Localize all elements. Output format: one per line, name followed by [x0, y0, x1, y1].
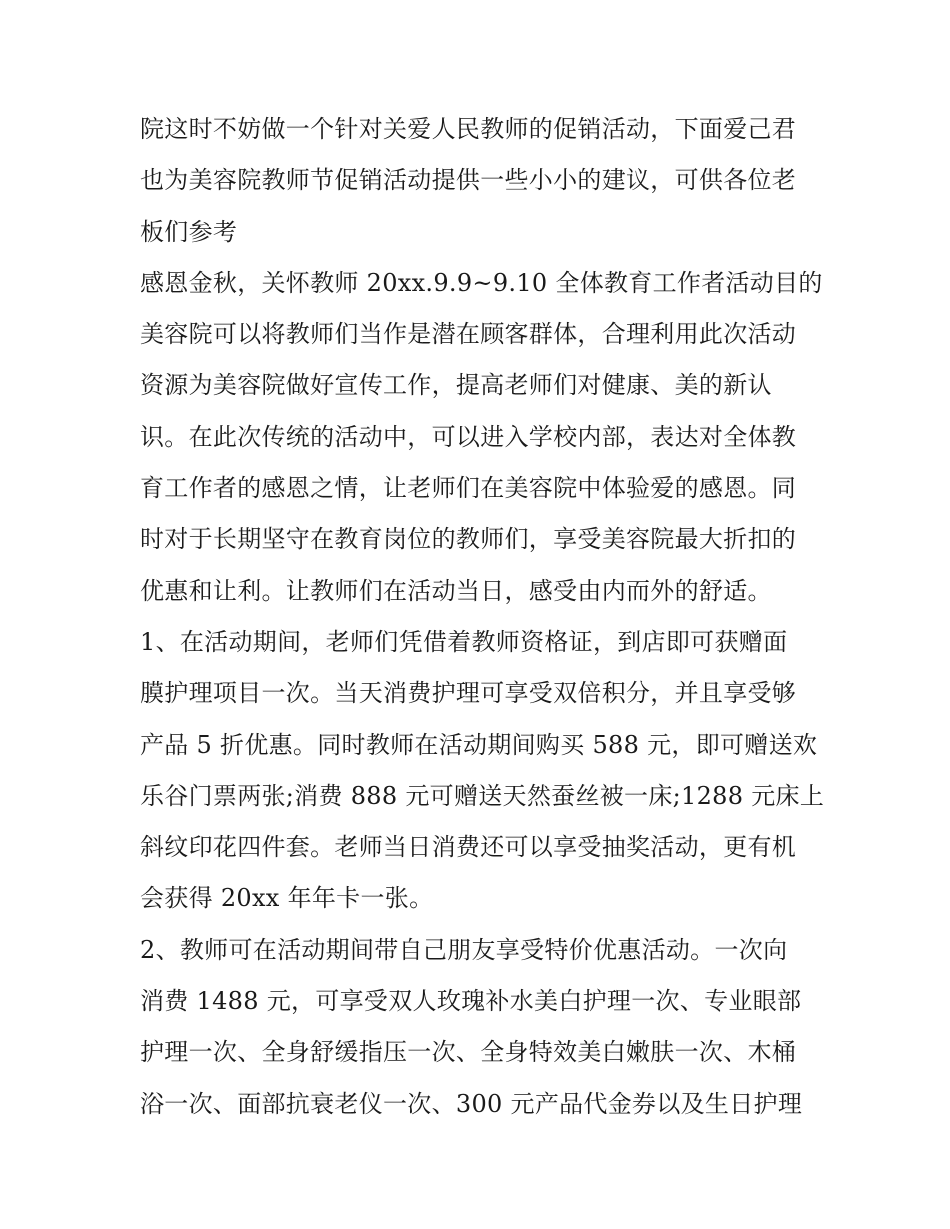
text-line: 1、在活动期间，老师们凭借着教师资格证，到店即可获赠面 — [140, 627, 788, 656]
text-line: 膜护理项目一次。当天消费护理可享受双倍积分，并且享受够 — [140, 679, 797, 708]
text-line: 育工作者的感恩之情，让老师们在美容院中体验爱的感恩。同 — [140, 474, 797, 503]
text-line: 时对于长期坚守在教育岗位的教师们，享受美容院最大折扣的 — [140, 525, 797, 554]
text-line: 资源为美容院做好宣传工作，提高老师们对健康、美的新认 — [140, 371, 772, 400]
text-line: 会获得 20xx 年年卡一张。 — [140, 884, 434, 913]
text-line: 识。在此次传统的活动中，可以进入学校内部，表达对全体教 — [140, 422, 797, 451]
text-line: 消费 1488 元，可享受双人玫瑰补水美白护理一次、专业眼部 — [140, 987, 802, 1016]
body-text — [140, 104, 825, 1130]
text-line: 院这时不妨做一个针对关爱人民教师的促销活动，下面爱己君 — [140, 115, 797, 143]
text-line: 也为美容院教师节促销活动提供一些小小的建议，可供各位老 — [140, 166, 797, 195]
text-line: 斜纹印花四件套。老师当日消费还可以享受抽奖活动，更有机 — [140, 833, 797, 862]
text-line: 感恩金秋，关怀教师 20xx.9.9~9.10 全体教育工作者活动目的 — [140, 268, 823, 297]
text-line: 浴一次、面部抗衰老仪一次、300 元产品代金券以及生日护理 — [140, 1089, 803, 1118]
text-line: 乐谷门票两张;消费 888 元可赠送天然蚕丝被一床;1288 元床上 — [140, 781, 825, 810]
text-line: 产品 5 折优惠。同时教师在活动期间购买 588 元，即可赠送欢 — [140, 730, 818, 759]
text-line: 板们参考 — [140, 217, 238, 246]
text-line: 美容院可以将教师们当作是潜在顾客群体，合理利用此次活动 — [140, 320, 797, 349]
text-line: 优惠和让利。让教师们在活动当日，感受由内而外的舒适。 — [140, 576, 772, 605]
text-line: 2、教师可在活动期间带自己朋友享受特价优惠活动。一次向 — [140, 935, 788, 964]
text-line: 护理一次、全身舒缓指压一次、全身特效美白嫩肤一次、木桶 — [140, 1038, 797, 1067]
